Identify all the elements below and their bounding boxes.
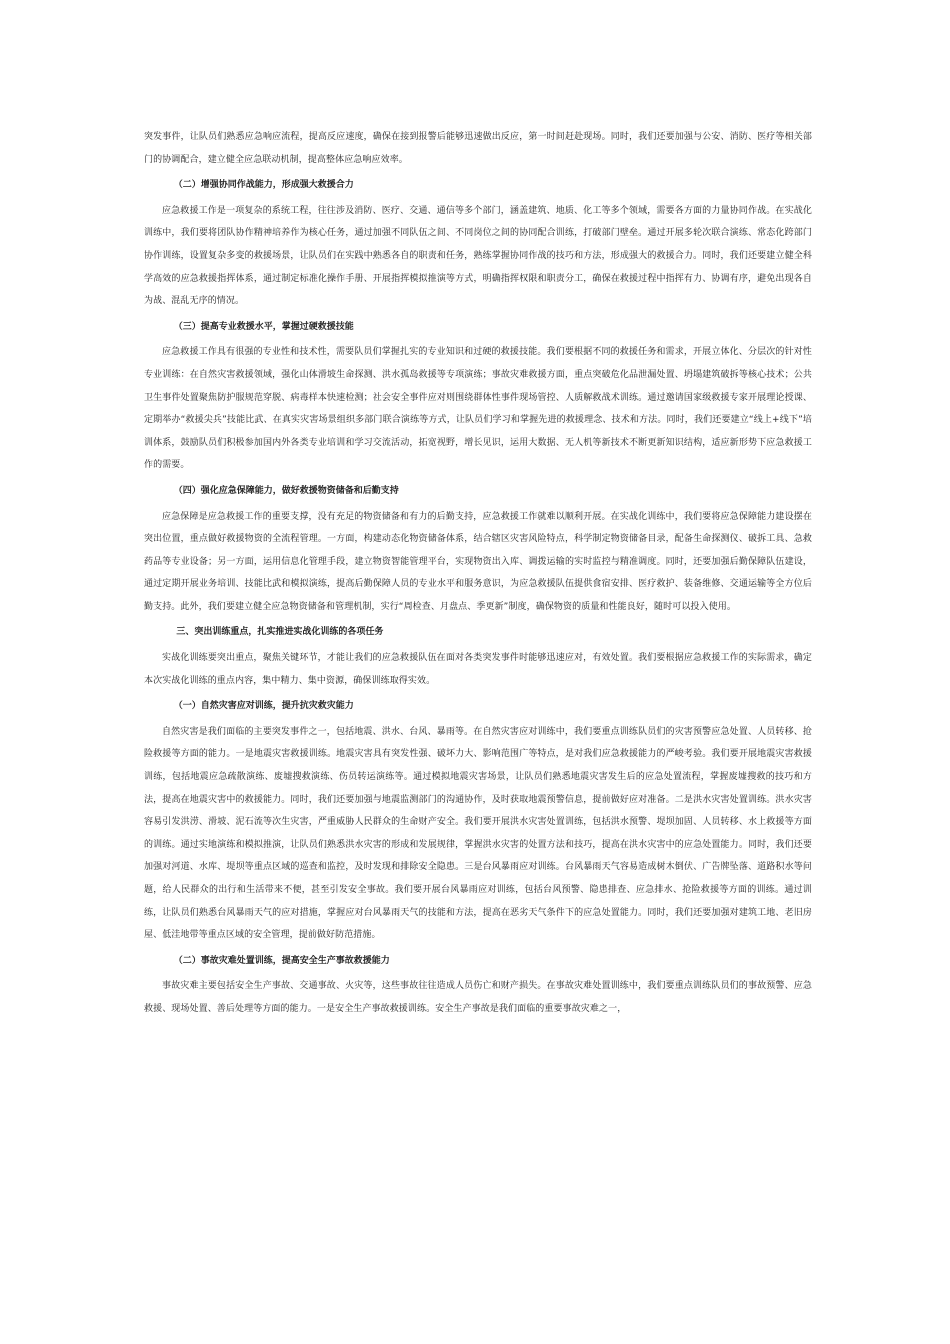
paragraph-professional-skills: 应急救援工作具有很强的专业性和技术性，需要队员们掌握扎实的专业知识和过硬的救援技能。我们要根据不同的救援任务和需求，开展立体化、分层次的针对性专业训练：在自然灾害救援领域，强化山体滑坡生命探测、洪水孤岛救援等专项演练；事故灾难救援方面，重点突破危化品泄漏处置、坍塌建筑破拆等核心技术；公共卫生事件处置聚焦防护服规范穿脱、病毒样本快速检测；社会安全事件应对则围绕群体性事件现场管控、人质解救战术训练。通过邀请国家级救援专家开展理论授课、定期举办“救援尖兵”技能比武、在真实灾害场景组织多部门联合演练等方式，让队员们学习和掌握先进的救援理念、技术和方法。同时，我们还要建立“线上+线下”培训体系，鼓励队员们积极参加国内外各类专业培训和学习交流活动，拓宽视野，增长见识，运用大数据、无人机等新技术不断更新知识结构，适应新形势下应急救援工作的需要。 — [144, 347, 812, 471]
heading-section-3: 三、突出训练重点，扎实推进实战化训练的各项任务 — [176, 627, 384, 638]
paragraph-emergency-support: 应急保障是应急救援工作的重要支撑，没有充足的物资储备和有力的后勤支持，应急救援工作就难以顺利开展。在实战化训练中，我们要将应急保障能力建设摆在突出位置，重点做好救援物资的全流程管理。一方面，构建动态化物资储备体系，结合辖区灾害风险特点，科学制定物资储备目录，配备生命探测仪、破拆工具、急救药品等专业设备；另一方面，运用信息化管理手段，建立物资智能管理平台，实现物资出入库、调拨运输的实时监控与精准调度。同时，还要加强后勤保障队伍建设，通过定期开展业务培训、技能比武和模拟演练，提高后勤保障人员的专业水平和服务意识，为应急救援队伍提供食宿安排、医疗救护、装备维修、交通运输等全方位后勤支持。此外，我们要建立健全应急物资储备和管理机制，实行“周检查、月盘点、季更新”制度，确保物资的质量和性能良好，随时可以投入使用。 — [144, 511, 812, 612]
paragraph-coordination: 应急救援工作是一项复杂的系统工程，往往涉及消防、医疗、交通、通信等多个部门，涵盖建筑、地质、化工等多个领域，需要各方面的力量协同作战。在实战化训练中，我们要将团队协作精神培养作为核心任务，通过加强不同队伍之间、不同岗位之间的协同配合训练，打破部门壁垒。通过开展多轮次联合演练、常态化跨部门协作训练，设置复杂多变的救援场景，让队员们在实践中熟悉各自的职责和任务，熟练掌握协同作战的技巧和方法，形成强大的救援合力。同时，我们还要建立健全科学高效的应急救援指挥体系，通过制定标准化操作手册、开展指挥模拟推演等方式，明确指挥权限和职责分工，确保在救援过程中指挥有力、协调有序，避免出现各自为战、混乱无序的情况。 — [144, 205, 812, 307]
paragraph-training-focus: 实战化训练要突出重点，聚焦关键环节，才能让我们的应急救援队伍在面对各类突发事件时能够迅速应对，有效处置。我们要根据应急救援工作的实际需求，确定本次实战化训练的重点内容，集中精力、集中资源，确保训练取得实效。 — [144, 653, 812, 686]
heading-section-2-3: （三）提高专业救援水平，掌握过硬救援技能 — [173, 321, 354, 332]
heading-section-2-4: （四）强化应急保障能力，做好救援物资储备和后勤支持 — [173, 485, 399, 496]
document-page — [144, 126, 812, 1021]
heading-section-3-1: （一）自然灾害应对训练，提升抗灾救灾能力 — [173, 701, 354, 712]
heading-section-2-2: （二）增强协同作战能力，形成强大救援合力 — [173, 180, 354, 191]
paragraph-accident-disaster: 事故灾难主要包括安全生产事故、交通事故、火灾等，这些事故往往造成人员伤亡和财产损失。在事故灾难处置训练中，我们要重点训练队员们的事故预警、应急救援、现场处置、善后处理等方面的能力。一是安全生产事故救援训练。安全生产事故是我们面临的重要事故灾难之一， — [144, 981, 812, 1014]
paragraph-intro: 突发事件，让队员们熟悉应急响应流程，提高反应速度，确保在接到报警后能够迅速做出反应，第一时间赶赴现场。同时，我们还要加强与公安、消防、医疗等相关部门的协调配合，建立健全应急联动机制，提高整体应急响应效率。 — [144, 132, 812, 165]
paragraph-natural-disaster: 自然灾害是我们面临的主要突发事件之一，包括地震、洪水、台风、暴雨等。在自然灾害应对训练中，我们要重点训练队员们的灾害预警应急处置、人员转移、抢险救援等方面的能力。一是地震灾害救援训练。地震灾害具有突发性强、破坏力大、影响范围广等特点，是对我们应急救援能力的严峻考验。我们要开展地震灾害救援训练，包括地震应急疏散演练、废墟搜救演练、伤员转运演练等。通过模拟地震灾害场景，让队员们熟悉地震灾害发生后的应急处置流程，掌握废墟搜救的技巧和方法，提高在地震灾害中的救援能力。同时，我们还要加强与地震监测部门的沟通协作，及时获取地震预警信息，提前做好应对准备。二是洪水灾害处置训练。洪水灾害容易引发洪涝、滑坡、泥石流等次生灾害，严重威胁人民群众的生命财产安全。我们要开展洪水灾害处置训练，包括洪水预警、堤坝加固、人员转移、水上救援等方面的训练。通过实地演练和模拟推演，让队员们熟悉洪水灾害的形成和发展规律，掌握洪水灾害的处置方法和技巧，提高在洪水灾害中的应急处置能力。同时，我们还要加强对河道、水库、堤坝等重点区域的巡查和监控，及时发现和排除安全隐患。三是台风暴雨应对训练。台风暴雨天气容易造成树木倒伏、广告牌坠落、道路积水等问题，给人民群众的出行和生活带来不便，甚至引发安全事故。我们要开展台风暴雨应对训练，包括台风预警、隐患排查、应急排水、抢险救援等方面的训练。通过训练，让队员们熟悉台风暴雨天气的应对措施，掌握应对台风暴雨天气的技能和方法，提高在恶劣天气条件下的应急处置能力。同时，我们还要加强对建筑工地、老旧房屋、低洼地带等重点区域的安全管理，提前做好防范措施。 — [144, 726, 812, 941]
heading-section-3-2: （二）事故灾难处置训练，提高安全生产事故救援能力 — [173, 955, 390, 966]
